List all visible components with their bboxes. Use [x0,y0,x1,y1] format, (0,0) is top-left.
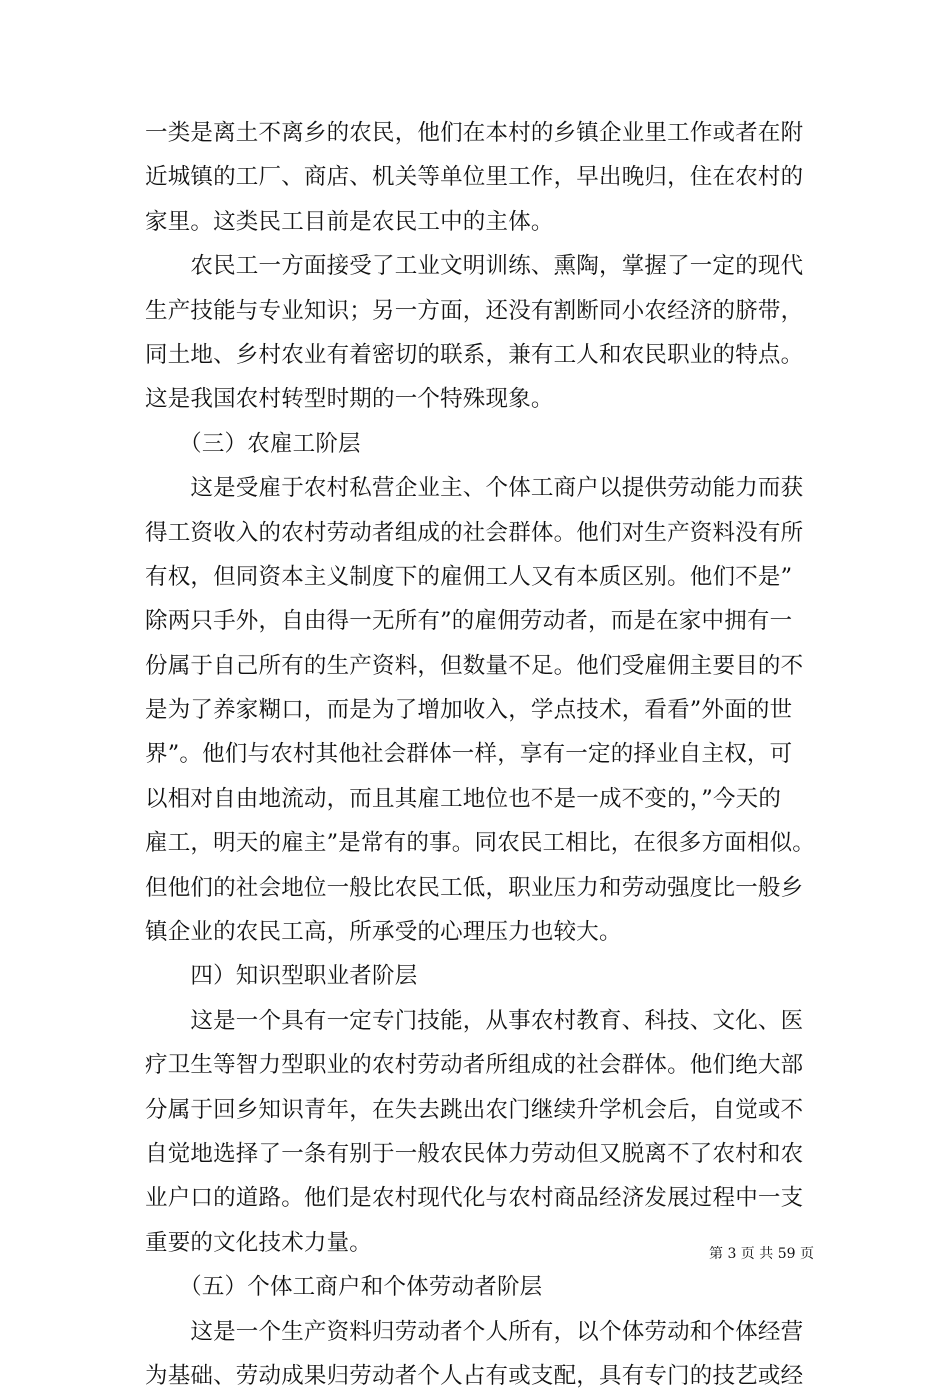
text-line: 分属于回乡知识青年，在失去跳出农门继续升学机会后，自觉或不 [145,1096,804,1123]
section-heading: （五）个体工商户和个体劳动者阶层 [145,1274,543,1301]
text-line: 农民工一方面接受了工业文明训练、熏陶，掌握了一定的现代 [145,253,804,280]
text-line: 近城镇的工厂、商店、机关等单位里工作，早出晚归，住在农村的 [145,164,804,191]
text-line: 为基础、劳动成果归劳动者个人占有或支配，具有专门的技艺或经 [145,1362,804,1389]
text-line: 份属于自己所有的生产资料，但数量不足。他们受雇佣主要目的不 [145,652,804,679]
text-line: 自觉地选择了一条有别于一般农民体力劳动但又脱离不了农村和农 [145,1140,804,1167]
text-line: 这是我国农村转型时期的一个特殊现象。 [145,386,554,413]
text-line: 同土地、乡村农业有着密切的联系，兼有工人和农民职业的特点。 [145,341,804,368]
text-line: 这是一个具有一定专门技能，从事农村教育、科技、文化、医 [145,1007,804,1034]
text-line: 重要的文化技术力量。 [145,1229,373,1256]
text-line: 镇企业的农民工高，所承受的心理压力也较大。 [145,919,622,946]
text-line: 界”。他们与农村其他社会群体一样，享有一定的择业自主权，可 [145,741,793,768]
section-heading: （三）农雇工阶层 [145,430,361,457]
section-heading: 四）知识型职业者阶层 [145,963,418,990]
text-line: 除两只手外，自由得一无所有”的雇佣劳动者，而是在家中拥有一 [145,608,793,635]
text-line: 这是一个生产资料归劳动者个人所有，以个体劳动和个体经营 [145,1318,804,1345]
text-line: 一类是离土不离乡的农民，他们在本村的乡镇企业里工作或者在附 [145,120,804,146]
text-line: 得工资收入的农村劳动者组成的社会群体。他们对生产资料没有所 [145,519,804,546]
text-line: 有权，但同资本主义制度下的雇佣工人又有本质区别。他们不是” [145,563,793,590]
text-line: 业户口的道路。他们是农村现代化与农村商品经济发展过程中一支 [145,1185,804,1212]
page-number-footer: 第 3 页 共 59 页 [709,1246,814,1262]
body-text [145,111,816,1398]
text-line: 生产技能与专业知识；另一方面，还没有割断同小农经济的脐带， [145,297,804,324]
text-line: 是为了养家糊口，而是为了增加收入，学点技术，看看”外面的世 [145,697,793,724]
text-line: 雇工，明天的雇主”是常有的事。同农民工相比，在很多方面相似。 [145,830,816,857]
text-line: 但他们的社会地位一般比农民工低，职业压力和劳动强度比一般乡 [145,874,804,901]
text-line: 以相对自由地流动，而且其雇工地位也不是一成不变的，”今天的 [145,785,782,812]
text-line: 疗卫生等智力型职业的农村劳动者所组成的社会群体。他们绝大部 [145,1052,804,1079]
text-line: 家里。这类民工目前是农民工中的主体。 [145,208,554,235]
text-line: 这是受雇于农村私营企业主、个体工商户以提供劳动能力而获 [145,475,804,502]
